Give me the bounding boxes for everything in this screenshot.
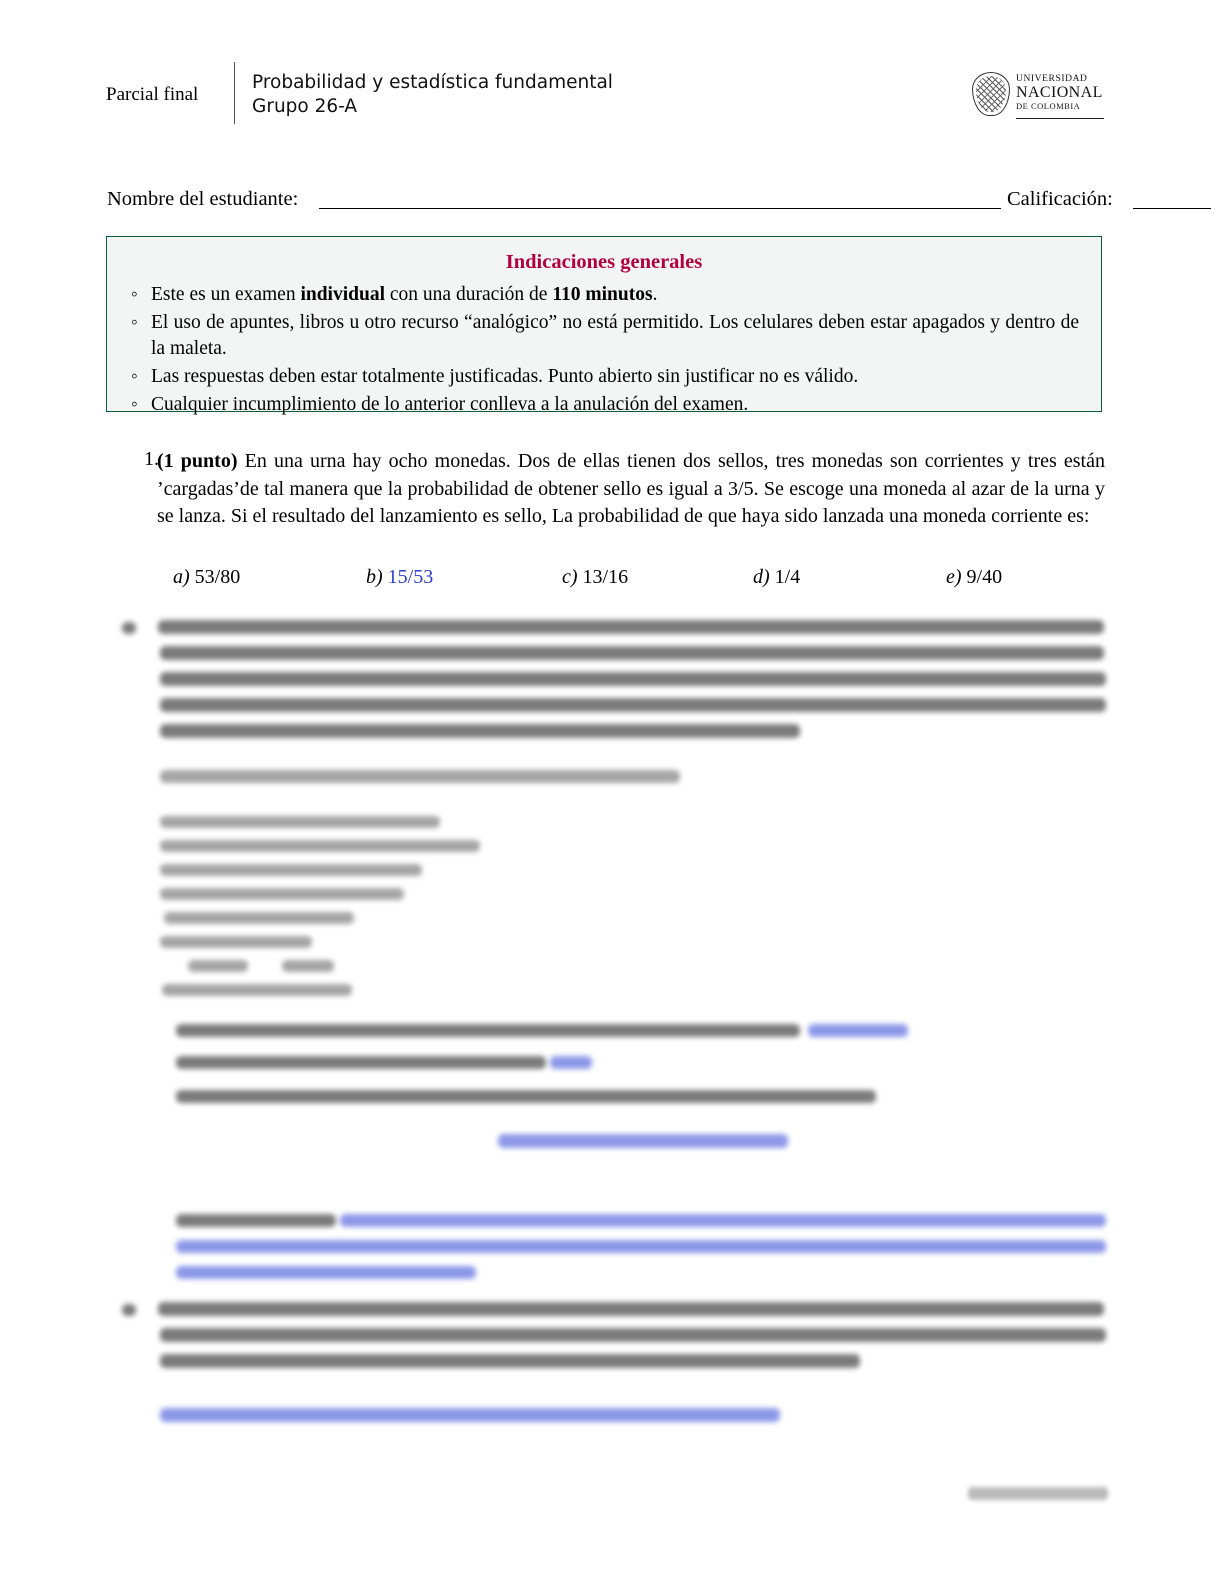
option-e[interactable] xyxy=(946,566,1002,589)
blurred-line-answer xyxy=(176,1240,1106,1253)
blurred-line xyxy=(160,698,1106,712)
list-item xyxy=(129,310,1079,362)
question-1-number: 1. xyxy=(144,448,159,470)
blurred-line xyxy=(122,622,136,634)
option-b-key: b) xyxy=(366,566,383,588)
instruction-text: Este es un examen xyxy=(151,284,301,305)
blurred-line xyxy=(122,1304,136,1316)
blurred-line xyxy=(158,620,1104,634)
instruction-bold-2: 110 minutos xyxy=(552,284,653,305)
blurred-line xyxy=(176,1024,800,1037)
blurred-line-answer xyxy=(176,1266,476,1279)
blurred-line xyxy=(160,770,680,783)
student-name-blank[interactable] xyxy=(319,208,1001,209)
instructions-list xyxy=(107,282,1101,418)
university-crest-icon xyxy=(972,72,1010,116)
blurred-line-answer xyxy=(160,1408,780,1422)
university-logo-text xyxy=(1016,74,1106,111)
blurred-line xyxy=(162,984,352,996)
blurred-line xyxy=(160,936,312,948)
question-1-points: (1 punto) xyxy=(157,450,238,472)
list-item xyxy=(129,364,1079,390)
option-c-key: c) xyxy=(562,566,578,588)
option-e-key: e) xyxy=(946,566,962,588)
option-a-value: 53/80 xyxy=(194,566,241,588)
option-e-value: 9/40 xyxy=(966,566,1003,588)
blurred-line xyxy=(160,888,404,900)
university-logo xyxy=(968,72,1108,128)
blurred-line xyxy=(160,840,480,852)
option-c-value: 13/16 xyxy=(582,566,629,588)
blurred-line xyxy=(160,864,422,876)
option-b-value: 15/53 xyxy=(387,566,434,588)
list-item xyxy=(129,282,1079,308)
page-footer-number xyxy=(968,1487,1108,1500)
header-divider xyxy=(234,62,235,124)
instruction-text: Cualquier incumplimiento de lo anterior conlleva a la anulación del examen. xyxy=(151,394,749,415)
course-title: Probabilidad y estadística fundamental xyxy=(252,72,613,93)
blurred-line xyxy=(176,1214,336,1227)
blurred-line-answer xyxy=(340,1214,1106,1227)
instruction-text: El uso de apuntes, libros u otro recurso “analógico” no está permitido. Los celulares deben estar apagados y dentro de la maleta. xyxy=(151,312,1079,359)
blurred-line xyxy=(176,1056,546,1069)
question-1-text: En una urna hay ocho monedas. Dos de ellas tienen dos sellos, tres monedas son corrientes y tres están ’cargadas’de tal manera que la probabilidad de obtener sello es igual a 3/5. Se escoge una moneda al azar de la urna y se lanza. Si el resultado del lanzamiento es sello, La probabilidad de que haya sido lanzada una moneda corriente es: xyxy=(157,450,1105,527)
option-a[interactable] xyxy=(173,566,240,589)
page-header xyxy=(106,62,1106,132)
instructions-title: Indicaciones generales xyxy=(505,251,703,273)
blurred-line xyxy=(176,1090,876,1103)
blurred-line xyxy=(160,672,1106,686)
option-c[interactable] xyxy=(562,566,628,589)
option-a-key: a) xyxy=(173,566,190,588)
blurred-line xyxy=(164,912,354,924)
blurred-line-answer xyxy=(808,1024,908,1037)
blurred-line-answer xyxy=(550,1056,592,1069)
course-group: Grupo 26-A xyxy=(252,96,358,117)
blurred-line xyxy=(160,1328,1106,1342)
grade-label: Calificación: xyxy=(1007,188,1113,210)
student-name-label: Nombre del estudiante: xyxy=(107,188,299,210)
list-item xyxy=(129,392,1079,418)
option-d-key: d) xyxy=(753,566,770,588)
option-b[interactable] xyxy=(366,566,433,589)
logo-line-2: NACIONAL xyxy=(1016,84,1103,101)
blurred-content-region xyxy=(118,612,1110,1512)
instruction-bold: individual xyxy=(300,284,386,305)
blurred-line xyxy=(160,1354,860,1368)
blurred-line xyxy=(188,960,248,972)
question-1-body xyxy=(157,448,1105,531)
grade-blank[interactable] xyxy=(1133,208,1211,209)
blurred-line xyxy=(158,1302,1104,1316)
blurred-formula xyxy=(498,1134,788,1148)
blurred-line xyxy=(160,646,1104,660)
instructions-box xyxy=(106,236,1102,415)
exam-label: Parcial final xyxy=(106,84,199,105)
blurred-line xyxy=(160,816,440,828)
instruction-text-mid: con una duración de xyxy=(385,284,553,305)
option-d-value: 1/4 xyxy=(774,566,801,588)
blurred-line xyxy=(282,960,334,972)
logo-line-3: DE COLOMBIA xyxy=(1016,101,1081,111)
student-row xyxy=(107,188,1113,214)
logo-underline xyxy=(1016,118,1104,119)
instruction-text-post: . xyxy=(652,284,658,305)
instruction-text: Las respuestas deben estar totalmente justificadas. Punto abierto sin justificar no es válido. xyxy=(151,366,859,387)
blurred-line xyxy=(160,724,800,738)
option-d[interactable] xyxy=(753,566,800,589)
logo-line-1: UNIVERSIDAD xyxy=(1016,74,1088,84)
